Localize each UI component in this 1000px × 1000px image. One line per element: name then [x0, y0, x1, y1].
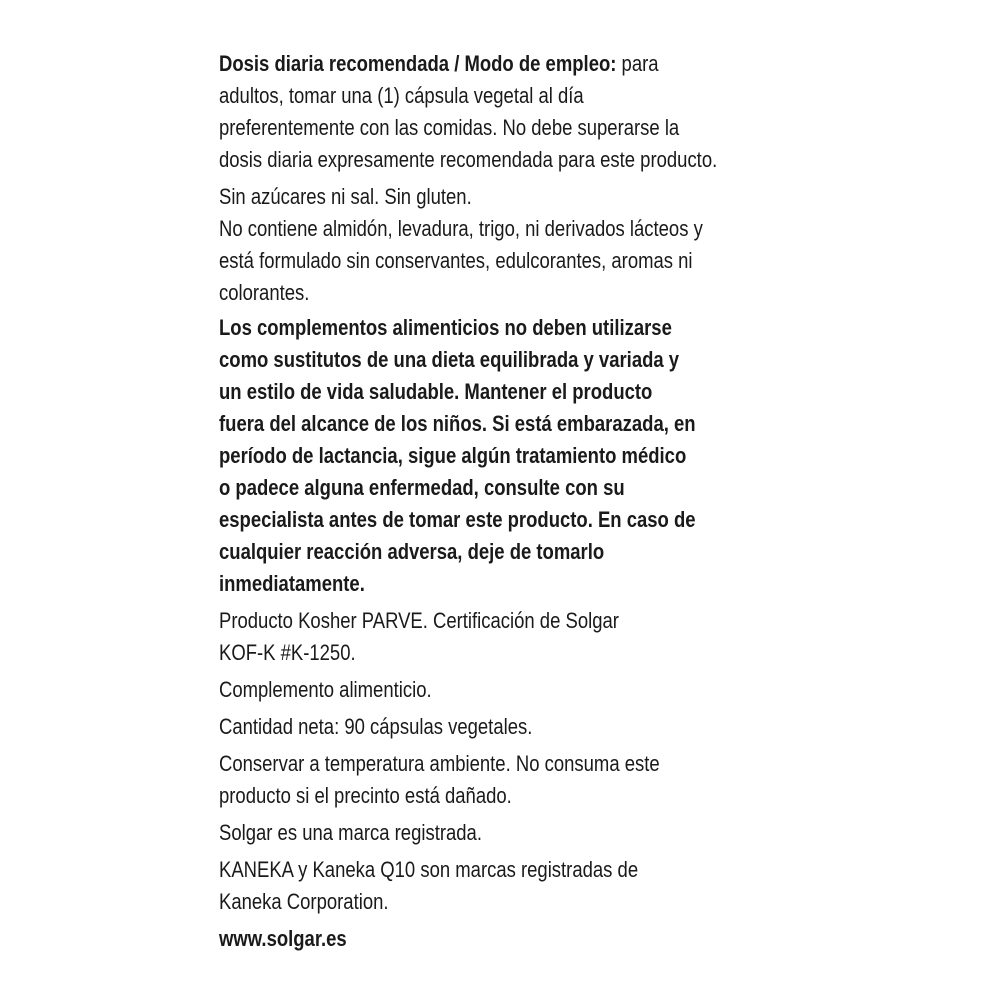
warning-line-5: período de lactancia, sigue algún tratamiento médico	[219, 443, 687, 468]
warning-line-1: Los complementos alimenticios no deben utilizarse	[219, 315, 672, 340]
free-from-paragraph	[219, 181, 723, 309]
free-from-line-4: colorantes.	[219, 280, 310, 305]
free-from-line-1: Sin azúcares ni sal. Sin gluten.	[219, 184, 472, 209]
trademark-solgar-text: Solgar es una marca registrada.	[219, 820, 482, 845]
category-paragraph	[219, 674, 723, 706]
net-quantity-paragraph	[219, 711, 723, 743]
warning-line-2: como sustitutos de una dieta equilibrada y variada y	[219, 347, 680, 372]
website-paragraph	[219, 923, 723, 955]
kosher-line-1: Producto Kosher PARVE. Certificación de Solgar	[219, 608, 619, 633]
warning-line-8: cualquier reacción adversa, deje de tomarlo	[219, 539, 605, 564]
dosage-text: para	[616, 51, 659, 76]
dosage-line-3: preferentemente con las comidas. No debe superarse la	[219, 115, 680, 140]
dosage-line-2: adultos, tomar una (1) cápsula vegetal al día	[219, 83, 584, 108]
trademark-kaneka-line-1: KANEKA y Kaneka Q10 son marcas registradas de	[219, 857, 639, 882]
warning-line-4: fuera del alcance de los niños. Si está embarazada, en	[219, 411, 696, 436]
trademark-kaneka-line-2: Kaneka Corporation.	[219, 889, 389, 914]
category-text: Complemento alimenticio.	[219, 677, 432, 702]
kosher-line-2: KOF-K #K-1250.	[219, 640, 356, 665]
dosage-paragraph	[219, 48, 723, 176]
dosage-line-1	[219, 48, 723, 80]
dosage-heading: Dosis diaria recomendada / Modo de empleo:	[219, 51, 617, 76]
product-label-text	[219, 48, 723, 955]
free-from-line-2: No contiene almidón, levadura, trigo, ni derivados lácteos y	[219, 216, 703, 241]
kosher-paragraph	[219, 605, 723, 669]
warning-paragraph	[219, 312, 723, 600]
free-from-line-3: está formulado sin conservantes, edulcorantes, aromas ni	[219, 248, 693, 273]
warning-line-9: inmediatamente.	[219, 571, 365, 596]
warning-line-7: especialista antes de tomar este producto. En caso de	[219, 507, 696, 532]
dosage-line-4: dosis diaria expresamente recomendada para este producto.	[219, 147, 718, 172]
warning-line-3: un estilo de vida saludable. Mantener el producto	[219, 379, 653, 404]
warning-line-6: o padece alguna enfermedad, consulte con su	[219, 475, 625, 500]
net-quantity-text: Cantidad neta: 90 cápsulas vegetales.	[219, 714, 533, 739]
trademark-solgar-paragraph	[219, 817, 723, 849]
storage-line-2: producto si el precinto está dañado.	[219, 783, 512, 808]
storage-paragraph	[219, 748, 723, 812]
trademark-kaneka-paragraph	[219, 854, 723, 918]
website-link[interactable]: www.solgar.es	[219, 926, 347, 951]
storage-line-1: Conservar a temperatura ambiente. No consuma este	[219, 751, 660, 776]
